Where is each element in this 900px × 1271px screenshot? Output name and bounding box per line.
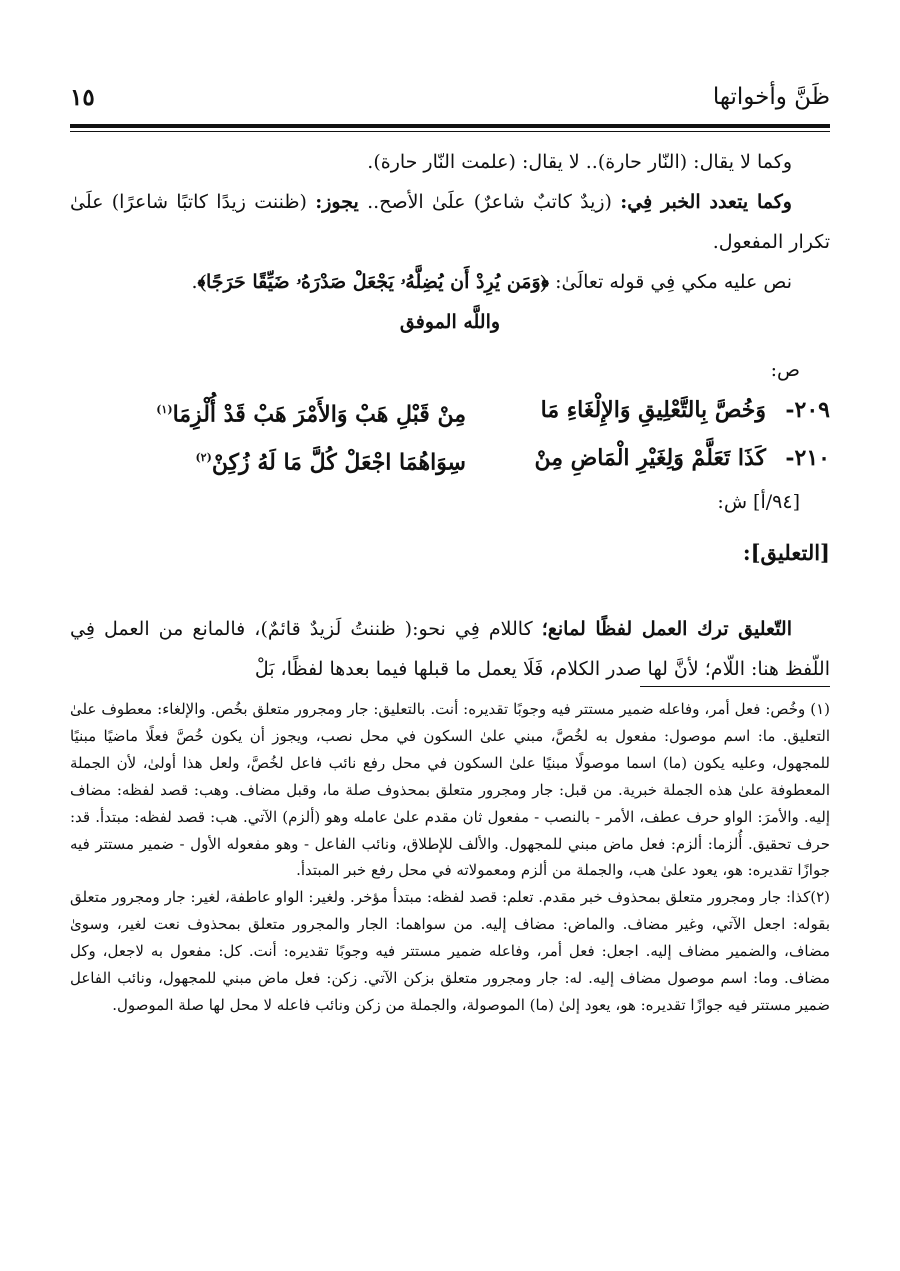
verse-210-first-hemistich: كَذَا تَعَلَّمْ وَلِغَيْرِ الْمَاضِ مِنْ (534, 445, 766, 472)
body-line-2-end: (ظننت زيدًا كاتبًا شاعرًا) علَىٰ تكرار المفعول. (70, 191, 830, 253)
book-page (70, 0, 830, 1271)
sad-label: ص: (770, 359, 800, 381)
verse-209-first-hemistich: وَخُصَّ بِالتَّعْلِيقِ وَالإِلْغَاءِ مَا (540, 397, 766, 423)
verse-210 (70, 436, 830, 484)
section-heading: [التعليق]: (742, 540, 830, 565)
footnote-1: (١) وخُص: فعل أمر، وفاعله ضمير مستتر فيه وجوبًا تقديره: أنت. بالتعليق: جار ومجرور متعلق بخُص. والإلغاء: معطوف علىٰ التعليق. ما: اسم موصول: مفعول به لخُصَّ، مبني علىٰ السكون في محل نصب، ويجوز أن يكون خُصَّ فعلًا ماضيًا مبنيًا للمجهول، وعليه يكون (ما) اسما موصولًا مبنيًا علىٰ السكون في محل رفع نائب فاعل لخُصَّ، ولعل هذا أولىٰ، لأن الجملة المعطوفة علىٰ هذه الجملة خبرية. من قبل: جار ومجرور متعلق بمحذوف صلة ما، وقبل مضاف. وهب: قصد لفظه: مضاف إليه. والأمرَ: الواو حرف عطف، الأمر - بالنصب - مفعول ثان مقدم علىٰ عامله وهو (ألزم) الآتي. هب: قصد لفظه: مبتدأ. قد: حرف تحقيق. أُلزما: ألزم: فعل ماض مبني للمجهول. والألف للإطلاق، ونائب الفاعل - وهو مفعوله الأول - ضمير مستتر فيه جوازًا تقديره: هو، يعود علىٰ هب، والجملة من ألزم ومعمولاته في محل رفع خبر المبتدأ. (70, 700, 830, 880)
header-rule-thin (70, 131, 830, 132)
verse-209-second-text: مِنْ قَبْلِ هَبْ وَالأَمْرَ هَبْ قَدْ أُلْزِمَا (172, 401, 466, 428)
verse-210-number: ٢١٠- (785, 445, 830, 472)
verse-209-number: ٢٠٩- (785, 397, 830, 423)
section-paragraph (70, 609, 830, 689)
body-line-3-prefix: نص عليه مكي فِي قوله تعالَىٰ: (549, 271, 792, 293)
section-body: كاللام فِي نحو:( ظننتُ لَزيدٌ قائمٌ)، فالمانع من العمل فِي اللّفظ هنا: اللّام؛ لأنَّ لها صدر الكلام، فَلَا يعمل ما قبلها فيما بعدها لفظًا، بَلْ (70, 618, 830, 680)
page-number: ١٥ (70, 84, 95, 111)
section-lead: التّعليق ترك العمل لفظًا لمانع؛ (541, 618, 792, 640)
body-line-2-allow: يجوز: (315, 191, 359, 213)
footnote-separator (640, 686, 830, 687)
body-line-3 (70, 262, 830, 302)
main-text (70, 142, 830, 342)
footnote-2: (٢)كذا: جار ومجرور متعلق بمحذوف خبر مقدم. تعلم: قصد لفظه: مبتدأ مؤخر. ولغير: الواو عاطفة، لغير: جار ومجرور متعلق بقوله: اجعل الآتي، وغير مضاف. والماض: مضاف إليه. من سواهما: الجار والمجرور متعلق بمحذوف نعت لغير، وسوىٰ مضاف، والضمير مضاف إليه. اجعل: فعل أمر، وفاعله ضمير مستتر فيه وجوبًا تقديره: أنت. كل: مفعول به لاجعل، وكل مضاف. وما: اسم موصول مضاف إليه. له: جار ومجرور متعلق بزكن الآتي. زكن: فعل ماض مبني للمجهول، ونائب الفاعل ضمير مستتر فيه جوازًا تقديره: هو، يعود إلىٰ (ما) الموصولة، والجملة من زكن ونائب فاعله لا محل لها صلة الموصول. (70, 888, 830, 1014)
body-line-2-rest: (زيدٌ كاتبٌ شاعرٌ) علَىٰ الأصح.. (358, 191, 621, 213)
footnotes (70, 696, 830, 1019)
verse-210-second-hemistich (70, 436, 466, 484)
verse-210-second-text: سِوَاهُمَا اجْعَلْ كُلَّ مَا لَهُ زُكِنْ (211, 449, 466, 476)
body-line-2-lead: وكما يتعدد الخبر فِي: (620, 191, 792, 213)
header-rule-thick (70, 124, 830, 128)
verse-209 (70, 388, 830, 436)
verse-209-second-hemistich (70, 388, 466, 436)
body-line-3-end: . (191, 271, 198, 293)
quran-quote: ﴿وَمَن يُرِدْ أَن يُضِلَّهُۥ يَجْعَلْ صَدْرَهُۥ ضَيِّقًا حَرَجًا﴾ (197, 271, 550, 293)
closing-phrase: واللَّه الموفق (399, 311, 501, 333)
body-line-1: وكما لا يقال: (النّار حارة).. لا يقال: (علمت النّار حارة). (367, 151, 792, 173)
footnote-mark-1: (١) (156, 403, 173, 416)
footnote-mark-2: (٢) (195, 451, 212, 465)
shin-label: [٩٤/أ] ش: (717, 490, 800, 513)
body-line-2 (70, 182, 830, 262)
running-title: ظَنَّ وأخواتها (712, 84, 830, 110)
running-header (70, 84, 830, 124)
section-text (70, 590, 830, 708)
verse-block (70, 352, 830, 519)
